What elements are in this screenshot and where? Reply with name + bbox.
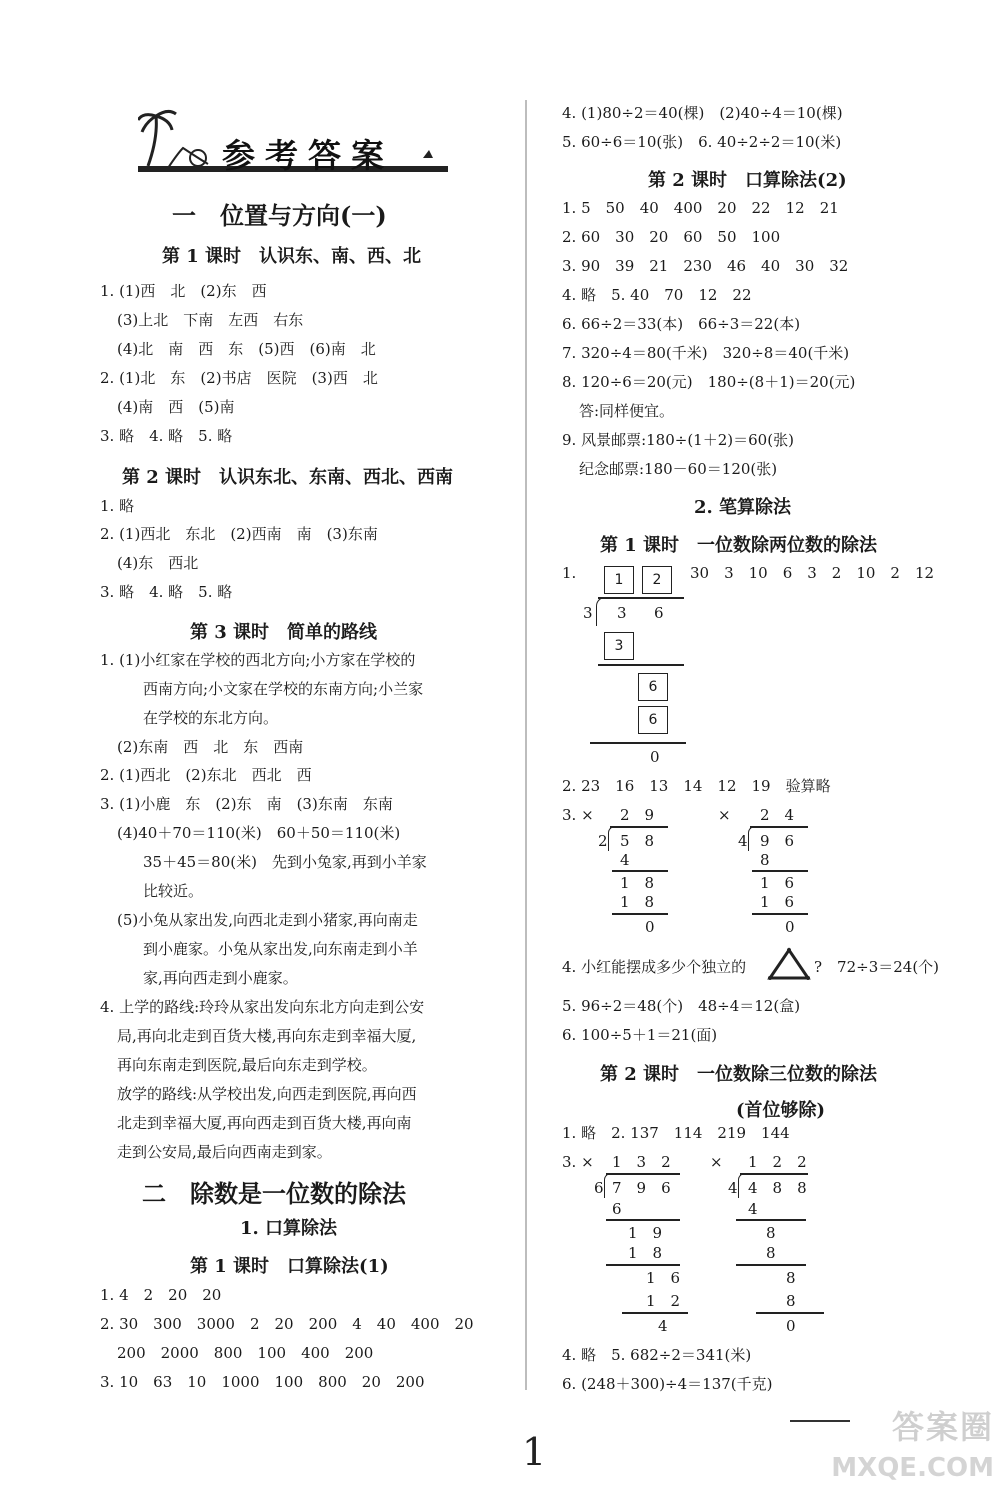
division-line — [606, 1219, 680, 1221]
answer-line: (4)北 南 西 东 (5)西 (6)南 北 — [117, 340, 376, 358]
lesson-b1-title: 第 1 课时 一位数除两位数的除法 — [600, 535, 878, 556]
question-label: 3. × — [562, 806, 594, 824]
answer-line: 1. (1)小红家在学校的西北方向;小方家在学校的 — [100, 651, 416, 669]
answer-line: 6. (248＋300)÷4＝137(千克) — [562, 1375, 773, 1393]
divisor: 6 — [594, 1179, 604, 1197]
answer-line: 8. 120÷6＝20(元) 180÷(8＋1)＝20(元) — [562, 373, 856, 391]
division-bracket — [608, 826, 615, 851]
answer-line: 3. 略 4. 略 5. 略 — [100, 427, 233, 445]
division-line — [756, 1312, 824, 1314]
answer-line: 放学的路线:从学校出发,向西走到医院,再向西 — [117, 1085, 417, 1103]
division-line — [622, 1312, 688, 1314]
answer-line: 西南方向;小文家在学校的东南方向;小兰家 — [143, 680, 424, 698]
answer-line: (4)40＋70＝110(米) 60＋50＝110(米) — [117, 824, 401, 842]
answer-line: 1. 4 2 20 20 — [100, 1286, 222, 1304]
remainder: 0 — [785, 918, 795, 936]
answer-line: 4. (1)80÷2＝40(棵) (2)40÷4＝10(棵) — [562, 104, 843, 122]
answer-line: 2. (1)北 东 (2)书店 医院 (3)西 北 — [100, 369, 378, 387]
answer-line: 5. 60÷6＝10(张) 6. 40÷2÷2＝10(米) — [562, 133, 842, 151]
division-line — [606, 1264, 680, 1266]
answer-line: (4)东 西北 — [117, 554, 199, 572]
quotient: 1 3 2 — [612, 1153, 671, 1171]
answer-line: 200 2000 800 100 400 200 — [117, 1344, 374, 1362]
remainder: 0 — [650, 748, 660, 766]
division-bracket — [596, 597, 605, 626]
lesson-2-title: 第 2 课时 认识东北、东南、西北、西南 — [122, 467, 454, 488]
section-2-title: 2. 笔算除法 — [694, 497, 792, 518]
division-line — [612, 913, 668, 915]
division-line — [612, 870, 668, 872]
answer-line: 4. 小红能摆成多少个独立的 — [562, 958, 747, 976]
answer-line: 走到公安局,最后向西南走到家。 — [117, 1143, 332, 1161]
answer-line: ? 72÷3＝24(个) — [814, 958, 940, 976]
partial-product: 1 8 — [628, 1244, 663, 1262]
answer-line: 家,再向西走到小鹿家。 — [143, 969, 298, 987]
quotient: 1 2 2 — [748, 1153, 807, 1171]
answer-line: 到小鹿家。小兔从家出发,向东南走到小羊 — [143, 940, 418, 958]
unit-1-title: 一 位置与方向(一) — [172, 201, 387, 230]
remainder: 0 — [645, 918, 655, 936]
dividend: 7 9 6 — [612, 1179, 671, 1197]
partial-remainder: 1 9 — [628, 1224, 663, 1242]
product-box: 6 — [638, 706, 668, 734]
answer-line: 4. 略 5. 682÷2＝341(米) — [562, 1346, 752, 1364]
unit-2-title: 二 除数是一位数的除法 — [142, 1179, 406, 1208]
partial-product: 8 — [760, 851, 770, 869]
answer-line: 答:同样便宜。 — [579, 402, 675, 420]
partial-product: 8 — [766, 1244, 776, 1262]
footer-rule — [790, 1420, 850, 1422]
answer-line: 1. 略 2. 137 114 219 144 — [562, 1124, 790, 1142]
partial-remainder: 1 6 — [646, 1269, 681, 1287]
quotient-box: 2 — [642, 566, 672, 594]
answer-line: 局,再向北走到百货大楼,再向东走到幸福大厦, — [117, 1027, 417, 1045]
lesson-b2-title: 第 2 课时 一位数除三位数的除法 — [600, 1064, 878, 1085]
answer-line: 3. 略 4. 略 5. 略 — [100, 583, 233, 601]
partial-product: 6 — [612, 1200, 622, 1218]
answer-banner-title: 参考答案 — [222, 136, 394, 175]
partial-product: 4 — [620, 851, 630, 869]
question-label: 3. × — [562, 1153, 594, 1171]
answer-line: 4. 略 5. 40 70 12 22 — [562, 286, 752, 304]
answer-line: 再向东南走到医院,最后向东走到学校。 — [117, 1056, 377, 1074]
answer-line: 30 3 10 6 3 2 10 2 12 — [690, 564, 935, 582]
division-bracket — [604, 1173, 611, 1198]
question-label: × — [718, 806, 731, 824]
dividend-digit: 6 — [654, 604, 664, 622]
section-1-title: 1. 口算除法 — [240, 1218, 338, 1239]
quotient-box: 1 — [604, 566, 634, 594]
question-label: × — [710, 1153, 723, 1171]
division-bar — [610, 826, 668, 828]
answer-line: (4)南 西 (5)南 — [117, 398, 235, 416]
partial-product: 1 6 — [760, 893, 795, 911]
dividend: 4 8 8 — [748, 1179, 807, 1197]
answer-line: 7. 320÷4＝80(千米) 320÷8＝40(千米) — [562, 344, 850, 362]
partial-product: 8 — [786, 1292, 796, 1310]
page-marker: 1 — [522, 1430, 547, 1474]
division-line — [736, 1219, 806, 1221]
answer-line: 3. (1)小鹿 东 (2)东 南 (3)东南 东南 — [100, 795, 393, 813]
division-line — [598, 664, 684, 666]
divisor: 4 — [738, 832, 748, 850]
lesson-k1-title: 第 1 课时 口算除法(1) — [190, 1256, 389, 1277]
division-line — [736, 1264, 806, 1266]
answer-line: 1. 5 50 40 400 20 22 12 21 — [562, 199, 839, 217]
partial-product: 1 8 — [620, 893, 655, 911]
answer-line: 北走到幸福大厦,再向西走到百货大楼,再向南 — [117, 1114, 412, 1132]
division-bar — [740, 1173, 808, 1175]
answer-line: 6. 100÷5＋1＝21(面) — [562, 1026, 718, 1044]
division-bracket — [738, 1173, 745, 1198]
dividend: 5 8 — [620, 832, 655, 850]
answer-line: 3. 90 39 21 230 46 40 30 32 — [562, 257, 849, 275]
division-bar — [750, 826, 808, 828]
divisor: 2 — [598, 832, 608, 850]
answer-line: 在学校的东北方向。 — [143, 709, 279, 727]
answer-line: (3)上北 下南 左西 右东 — [117, 311, 304, 329]
answer-line: 1. (1)西 北 (2)东 西 — [100, 282, 267, 300]
quotient: 2 4 — [760, 806, 795, 824]
partial-remainder: 1 6 — [760, 874, 795, 892]
divisor: 4 — [728, 1179, 738, 1197]
lesson-1-title: 第 1 课时 认识东、南、西、北 — [162, 246, 422, 267]
watermark-url: MXQE.COM — [831, 1453, 994, 1483]
watermark-logo: 答案圈 — [891, 1408, 994, 1446]
partial-remainder: 1 8 — [620, 874, 655, 892]
answer-line: 2. 60 30 20 60 50 100 — [562, 228, 781, 246]
remainder-box: 6 — [638, 673, 668, 701]
remainder: 0 — [786, 1317, 796, 1335]
answer-line: 比较近。 — [143, 882, 204, 900]
answer-line: 35＋45＝80(米) 先到小兔家,再到小羊家 — [143, 853, 427, 871]
division-line — [590, 742, 686, 744]
answer-line: 9. 风景邮票:180÷(1＋2)＝60(张) — [562, 431, 794, 449]
answer-line: 纪念邮票:180－60＝120(张) — [579, 460, 778, 478]
answer-line: 2. (1)西北 (2)东北 西北 西 — [100, 766, 312, 784]
partial-product: 4 — [748, 1200, 758, 1218]
answer-line: (5)小兔从家出发,向西北走到小猪家,再向南走 — [117, 911, 418, 929]
remainder: 4 — [658, 1317, 668, 1335]
division-bar — [598, 597, 684, 599]
answer-line: 1. 略 — [100, 497, 135, 515]
divisor: 3 — [583, 604, 593, 622]
dividend-digit: 3 — [617, 604, 627, 622]
answer-line: 3. 10 63 10 1000 100 800 20 200 — [100, 1373, 425, 1391]
question-label: 1. — [562, 564, 577, 582]
dividend: 9 6 — [760, 832, 795, 850]
lesson-b2-subtitle: (首位够除) — [736, 1100, 826, 1121]
answer-line: 2. (1)西北 东北 (2)西南 南 (3)东南 — [100, 525, 378, 543]
triangle-sticks-icon — [766, 946, 812, 982]
answer-line: 2. 30 300 3000 2 20 200 4 40 400 20 — [100, 1315, 474, 1333]
partial-remainder: 8 — [786, 1269, 796, 1287]
lesson-3-title: 第 3 课时 简单的路线 — [190, 622, 378, 643]
division-bracket — [748, 826, 755, 851]
answer-line: (2)东南 西 北 东 西南 — [117, 738, 304, 756]
answer-line: 6. 66÷2＝33(本) 66÷3＝22(本) — [562, 315, 801, 333]
answer-line: 4. 上学的路线:玲玲从家出发向东北方向走到公安 — [100, 998, 425, 1016]
division-bar — [606, 1173, 680, 1175]
partial-remainder: 8 — [766, 1224, 776, 1242]
product-box: 3 — [604, 632, 634, 660]
answer-line: 2. 23 16 13 14 12 19 验算略 — [562, 777, 831, 795]
column-divider — [525, 100, 527, 1390]
partial-product: 1 2 — [646, 1292, 681, 1310]
division-line — [752, 913, 808, 915]
lesson-k2-title: 第 2 课时 口算除法(2) — [648, 170, 847, 191]
division-line — [752, 870, 808, 872]
quotient: 2 9 — [620, 806, 655, 824]
answer-line: 5. 96÷2＝48(个) 48÷4＝12(盒) — [562, 997, 801, 1015]
